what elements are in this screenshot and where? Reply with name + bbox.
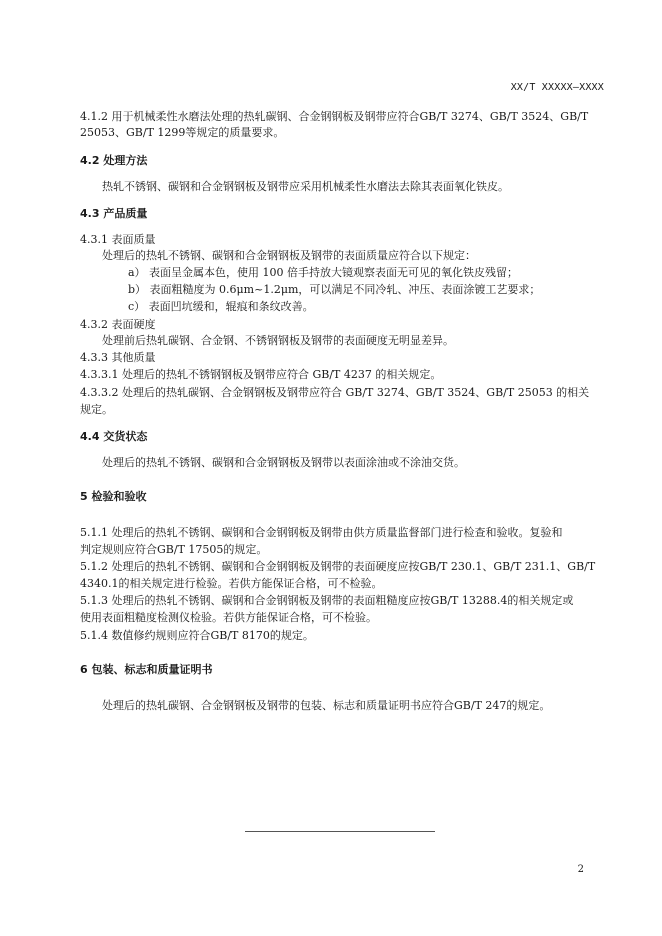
heading-5: 5 检验和验收	[80, 490, 147, 503]
clause-4-2-body: 热轧不锈钢、碳钢和合金钢钢板及钢带应采用机械柔性水磨法去除其表面氧化铁皮。	[102, 180, 509, 193]
heading-4-2: 4.2 处理方法	[80, 154, 148, 167]
clause-4-3-2-body: 处理前后热轧碳钢、合金钢、不锈钢钢板及钢带的表面硬度无明显差异。	[102, 334, 454, 347]
clause-5-1-3-line1: 5.1.3 处理后的热轧不锈钢、碳钢和合金钢钢板及钢带的表面粗糙度应按GB/T 13288.4的相关规定或	[80, 594, 574, 607]
heading-4-3: 4.3 产品质量	[80, 207, 148, 220]
clause-5-1-3-line2: 使用表面粗糙度检测仪检验。若供方能保证合格，可不检验。	[80, 611, 377, 624]
clause-4-4-body: 处理后的热轧不锈钢、碳钢和合金钢钢板及钢带以表面涂油或不涂油交货。	[102, 456, 465, 469]
clause-4-1-2-line2: 25053、GB/T 1299等规定的质量要求。	[80, 126, 285, 139]
clause-6-body: 处理后的热轧碳钢、合金钢钢板及钢带的包装、标志和质量证明书应符合GB/T 247的规定。	[102, 699, 551, 712]
clause-4-3-3-2-line1: 4.3.3.2 处理后的热轧碳钢、合金钢钢板及钢带应符合 GB/T 3274、GB/T 3524、GB/T 25053 的相关	[80, 386, 590, 399]
heading-4-3-3: 4.3.3 其他质量	[80, 351, 156, 364]
heading-4-4: 4.4 交货状态	[80, 430, 148, 443]
clause-5-1-4: 5.1.4 数值修约规则应符合GB/T 8170的规定。	[80, 629, 314, 642]
list-item: b） 表面粗糙度为 0.6μm~1.2μm，可以满足不同冷轧、冲压、表面涂镀工艺要求；	[128, 283, 541, 296]
clause-5-1-2-line2: 4340.1的相关规定进行检验。若供方能保证合格，可不检验。	[80, 577, 383, 590]
clause-4-3-3-2-line2: 规定。	[80, 403, 113, 416]
list-item: c） 表面凹坑缓和，辊痕和条纹改善。	[128, 300, 314, 313]
heading-6: 6 包装、标志和质量证明书	[80, 663, 213, 676]
clause-4-1-2-line1: 4.1.2 用于机械柔性水磨法处理的热轧碳钢、合金钢钢板及钢带应符合GB/T 3274、GB/T 3524、GB/T	[80, 110, 589, 123]
clause-4-3-3-1: 4.3.3.1 处理后的热轧不锈钢钢板及钢带应符合 GB/T 4237 的相关规定。	[80, 368, 442, 381]
clause-4-3-1-intro: 处理后的热轧不锈钢、碳钢和合金钢钢板及钢带的表面质量应符合以下规定：	[102, 249, 476, 262]
end-rule	[245, 831, 435, 832]
document-code: XX/T XXXXX—XXXX	[510, 82, 604, 93]
clause-5-1-1-line2: 判定规则应符合GB/T 17505的规定。	[80, 543, 268, 556]
clause-5-1-2-line1: 5.1.2 处理后的热轧不锈钢、碳钢和合金钢钢板及钢带的表面硬度应按GB/T 230.1、GB/T 231.1、GB/T	[80, 560, 596, 573]
heading-4-3-2: 4.3.2 表面硬度	[80, 318, 156, 331]
heading-4-3-1: 4.3.1 表面质量	[80, 233, 156, 246]
page-number: 2	[577, 864, 584, 875]
list-item: a） 表面呈金属本色，使用 100 倍手持放大镜观察表面无可见的氧化铁皮残留；	[128, 266, 519, 279]
clause-5-1-1-line1: 5.1.1 处理后的热轧不锈钢、碳钢和合金钢钢板及钢带由供方质量监督部门进行检查和验收。复验和	[80, 526, 563, 539]
